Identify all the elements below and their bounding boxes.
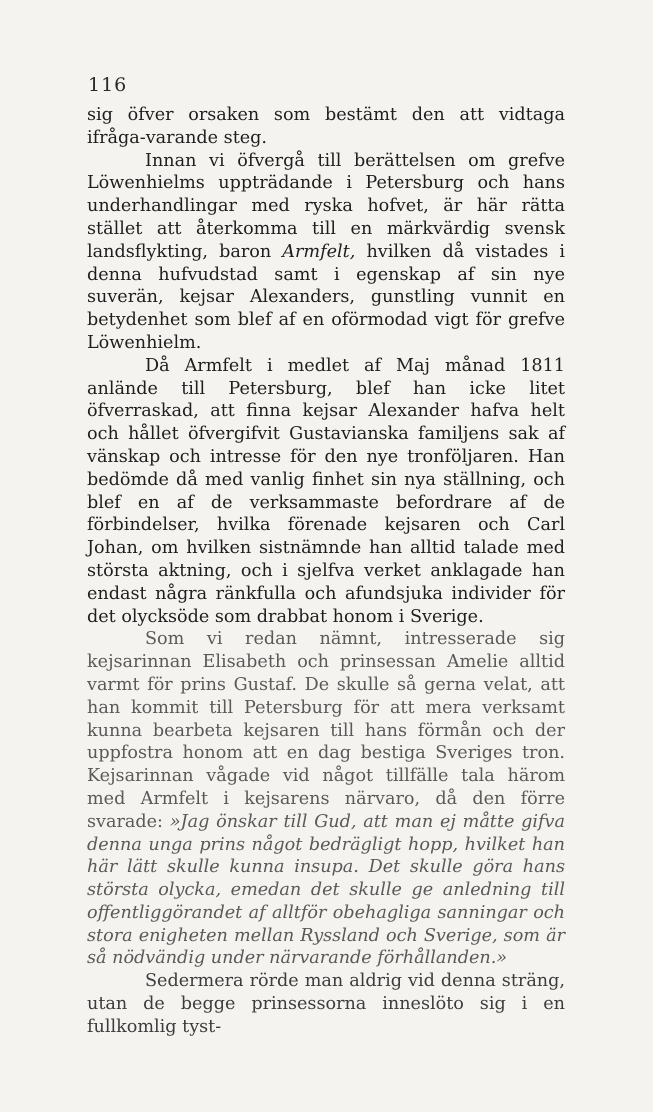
emphasized-name: Armfelt, — [282, 241, 356, 262]
quoted-reply: »Jag önskar till Gud, att man ej måtte gifva denna unga prins något bedrägligt hopp, hvilket han här lätt skulle kunna insupa. Det skulle göra hans största olycka, emedan det skulle ge anledning till offentliggörandet af alltför obehagliga sanningar och stora enigheten mellan Ryssland och Sverige, som är så nödvändig under närvarande förhållanden.» — [87, 811, 565, 969]
paragraph-text: Innan vi öfvergå till berättelsen om grefve Löwenhielms uppträdande i Petersburg och hans underhandlingar med ryska hofvet, är här rätta stället att återkomma till en märkvärdig svensk landsflykting, baron — [87, 150, 565, 262]
paragraph-empress-conversation — [87, 628, 565, 970]
paragraph-text: Som vi redan nämnt, intresserade sig kejsarinnan Elisabeth och prinsessan Amelie alltid varmt för prins Gustaf. De skulle så gerna velat, att han kommit till Petersburg för att mera verksamt kunna bearbeta kejsaren till hans förmån och der uppfostra honom att en dag bestiga Sveriges tron. Kejsarinnan vågade vid något tillfälle tala härom med Armfelt i kejsarens närvaro, då den förre svarade: — [87, 629, 565, 832]
paragraph-armfelt-arrival: Då Armfelt i medlet af Maj månad 1811 anlände till Petersburg, blef han icke litet öfverraskad, att finna kejsar Alexander hafva helt och hållet öfvergifvit Gustavianska familjens sak af vänskap och intresse för den nye tronföljaren. Han bedömde då med vanlig finhet sin nya ställning, och blef en af de verksammaste befordrare af de förbindelser, hvilka förenade kejsaren och Carl Johan, om hvilken sistnämnde han alltid talade med största aktning, och i sjelfva verket anklagade han endast några ränkfulla och afundsjuka individer för det olycksöde som drabbat honom i Sverige. — [87, 355, 565, 627]
paragraph-armfelt-intro — [87, 150, 565, 355]
paragraph-final: Sedermera rörde man aldrig vid denna sträng, utan de begge prinsessorna inneslöto sig i en fullkomlig tyst- — [87, 971, 565, 1037]
paragraph-continuation: sig öfver orsaken som bestämt den att vidtaga ifråga-varande steg. — [87, 105, 565, 148]
body-text — [87, 104, 565, 1039]
page-number: 116 — [88, 74, 128, 96]
paragraph-text: hvilken då vistades i denna hufvudstad samt i egenskap af sin nye suverän, kejsar Alexanders, gunstling vunnit en betydenhet som blef af en oförmodad vigt för grefve Löwenhielm. — [87, 241, 565, 353]
